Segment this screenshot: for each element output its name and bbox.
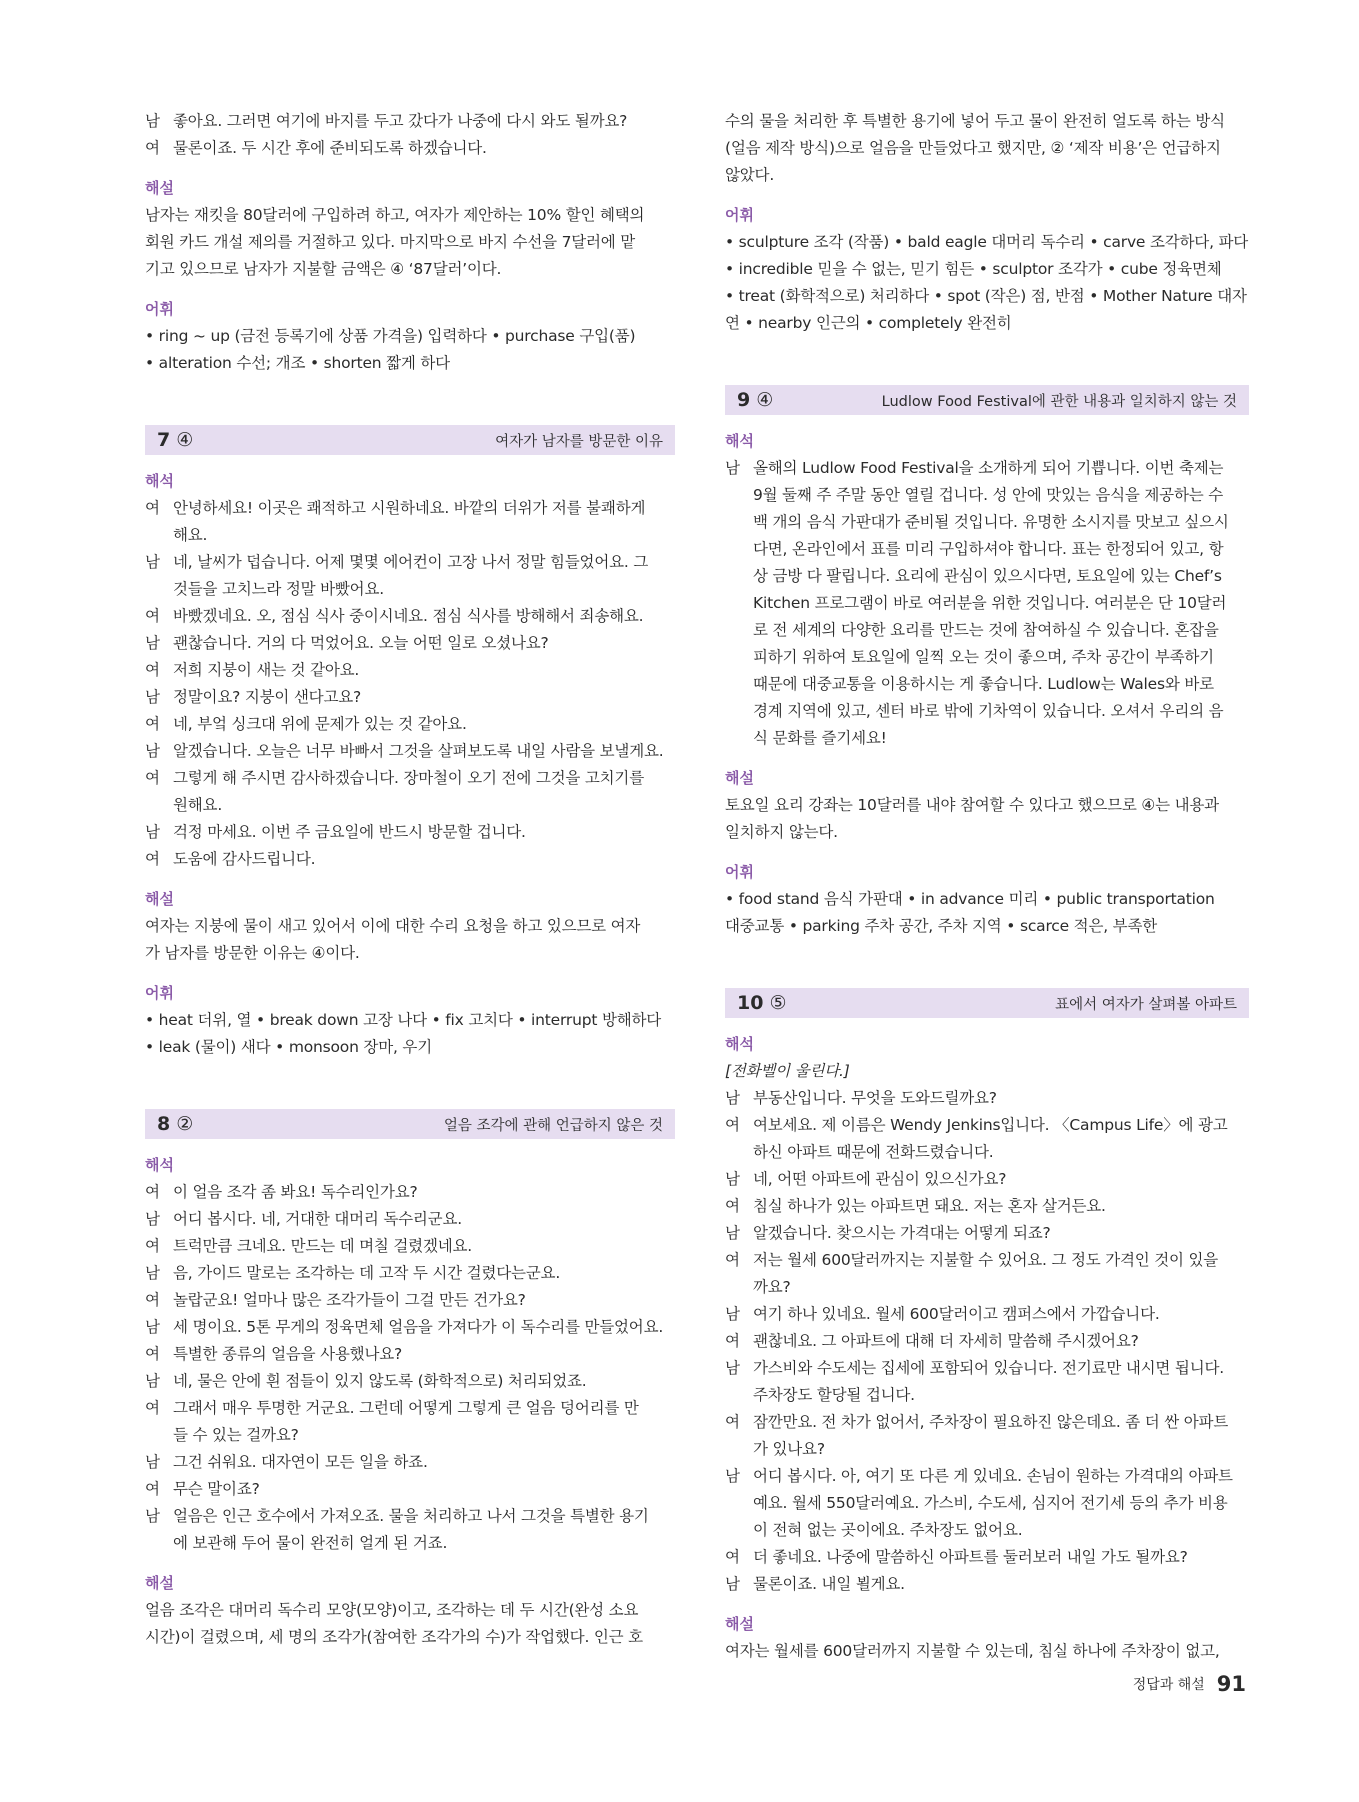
speaker-label: 여 <box>145 139 160 157</box>
utterance-line: 가 있나요? <box>753 1440 825 1458</box>
vocab-heading: 어휘 <box>145 300 174 318</box>
utterance-line: 까요? <box>753 1278 791 1296</box>
utterance-line: 네, 어떤 아파트에 관심이 있으신가요? <box>753 1170 1007 1188</box>
speaker-label: 여 <box>725 1548 740 1566</box>
utterance <box>173 657 675 684</box>
speaker-label: 여 <box>145 1183 160 1201</box>
explanation-9 <box>725 792 1249 846</box>
utterance <box>753 1193 1249 1220</box>
speaker-label: 남 <box>725 1224 740 1242</box>
utterance-line: Kitchen 프로그램이 바로 여러분을 위한 것입니다. 여러분은 단 10달러 <box>753 594 1227 612</box>
dialogue-turn <box>145 765 675 819</box>
explanation-10 <box>725 1638 1249 1665</box>
utterance-line: 알겠습니다. 찾으시는 가격대는 어떻게 되죠? <box>753 1224 1051 1242</box>
utterance-line: 놀랍군요! 얼마나 많은 조각가들이 그걸 만든 건가요? <box>173 1291 526 1309</box>
utterance-line: 도움에 감사드립니다. <box>173 850 316 868</box>
speaker-label: 남 <box>145 688 160 706</box>
dialogue-turn <box>725 1301 1249 1328</box>
text-line: 여자는 지붕에 물이 새고 있어서 이에 대한 수리 요청을 하고 있으므로 여자 <box>145 917 641 935</box>
utterance-line: 주차장도 할당될 겁니다. <box>753 1386 915 1404</box>
speaker-label: 여 <box>145 769 160 787</box>
utterance-line: 예요. 월세 550달러예요. 가스비, 수도세, 심지어 전기세 등의 추가 비용 <box>753 1494 1228 1512</box>
utterance-line: 저는 월세 600달러까지는 지불할 수 있어요. 그 정도 가격인 것이 있을 <box>753 1251 1219 1269</box>
text-line: • incredible 믿을 수 없는, 믿기 힘든 • sculptor 조각가 • cube 정육면체 <box>725 260 1222 278</box>
utterance-line: 침실 하나가 있는 아파트면 돼요. 저는 혼자 살거든요. <box>753 1197 1106 1215</box>
text-line: 시간)이 걸렸으며, 세 명의 조각가(참여한 조각가의 수)가 작업했다. 인근 호 <box>145 1628 643 1646</box>
text-line: 않았다. <box>725 166 775 184</box>
question-number: 10 ⑤ <box>737 992 787 1014</box>
dialogue-turn <box>145 1233 675 1260</box>
dialogue-turn <box>145 1179 675 1206</box>
dialogue-turn <box>145 819 675 846</box>
utterance-line: 에 보관해 두어 물이 완전히 얼게 된 거죠. <box>173 1534 448 1552</box>
utterance <box>173 108 675 135</box>
translation-heading: 해석 <box>145 1156 174 1174</box>
speaker-label: 여 <box>725 1116 740 1134</box>
utterance-line: 괜찮습니다. 거의 다 먹었어요. 오늘 어떤 일로 오셨나요? <box>173 634 549 652</box>
utterance <box>173 684 675 711</box>
text-line: (얼음 제작 방식)으로 얼음을 만들었다고 했지만, ② ‘제작 비용’은 언급하지 <box>725 139 1221 157</box>
dialogue-turn <box>725 1328 1249 1355</box>
utterance <box>753 1220 1249 1247</box>
speaker-label: 남 <box>145 553 160 571</box>
speaker-label: 여 <box>725 1197 740 1215</box>
dialogue-turn <box>725 1355 1249 1409</box>
text-line: • food stand 음식 가판대 • in advance 미리 • public transportation <box>725 890 1215 908</box>
dialogue-turn <box>145 1287 675 1314</box>
text-line: 토요일 요리 강좌는 10달러를 내야 참여할 수 있다고 했으므로 ④는 내용과 <box>725 796 1219 814</box>
explanation-heading: 해설 <box>725 769 754 787</box>
utterance-line: 다면, 온라인에서 표를 미리 구입하셔야 합니다. 표는 한정되어 있고, 항 <box>753 540 1224 558</box>
dialogue-turn <box>145 684 675 711</box>
speaker-label: 남 <box>725 1467 740 1485</box>
utterance-line: 괜찮네요. 그 아파트에 대해 더 자세히 말씀해 주시겠어요? <box>753 1332 1139 1350</box>
utterance-line: 좋아요. 그러면 여기에 바지를 두고 갔다가 나중에 다시 와도 될까요? <box>173 112 628 130</box>
utterance-line: 음, 가이드 말로는 조각하는 데 고작 두 시간 걸렸다는군요. <box>173 1264 561 1282</box>
text-line: • alteration 수선; 개조 • shorten 짧게 하다 <box>145 354 450 372</box>
speaker-label: 여 <box>145 1237 160 1255</box>
vocab-6 <box>145 323 675 377</box>
question-number: 9 ④ <box>737 389 774 411</box>
speaker-label: 여 <box>145 607 160 625</box>
dialogue-turn <box>725 1409 1249 1463</box>
speaker-label: 남 <box>725 1089 740 1107</box>
utterance <box>173 1395 675 1449</box>
explanation-7 <box>145 913 675 967</box>
utterance-line: 것들을 고치느라 정말 바빴어요. <box>173 580 384 598</box>
utterance-line: 네, 날씨가 덥습니다. 어제 몇몇 에어컨이 고장 나서 정말 힘들었어요. 그 <box>173 553 649 571</box>
utterance <box>173 1314 675 1341</box>
utterance <box>173 1341 675 1368</box>
intro-dialogue <box>145 108 675 162</box>
dialogue-turn <box>145 657 675 684</box>
speaker-label: 남 <box>725 1305 740 1323</box>
dialogue-turn <box>145 1395 675 1449</box>
left-column <box>145 108 675 1651</box>
question-number: 8 ② <box>157 1113 194 1135</box>
utterance-line: 피하기 위하여 토요일에 일찍 오는 것이 좋으며, 주차 공간이 부족하기 <box>753 648 1214 666</box>
utterance-line: 어디 봅시다. 아, 여기 또 다른 게 있네요. 손님이 원하는 가격대의 아파트 <box>753 1467 1233 1485</box>
dialogue-turn <box>145 495 675 549</box>
utterance-line: 원해요. <box>173 796 223 814</box>
utterance <box>173 135 675 162</box>
speaker-label: 여 <box>725 1332 740 1350</box>
speaker-label: 남 <box>145 634 160 652</box>
utterance-line: 그건 쉬워요. 대자연이 모든 일을 하죠. <box>173 1453 428 1471</box>
utterance-line: 부동산입니다. 무엇을 도와드릴까요? <box>753 1089 997 1107</box>
explanation-6 <box>145 202 675 283</box>
utterance-line: 올해의 Ludlow Food Festival을 소개하게 되어 기쁩니다. 이번 축제는 <box>753 459 1224 477</box>
text-line: 얼음 조각은 대머리 독수리 모양(모양)이고, 조각하는 데 두 시간(완성 소요 <box>145 1601 639 1619</box>
explanation-heading: 해설 <box>725 1615 754 1633</box>
utterance-line: 가스비와 수도세는 집세에 포함되어 있습니다. 전기료만 내시면 됩니다. <box>753 1359 1224 1377</box>
vocab-8 <box>725 229 1249 337</box>
question-topic: 여자가 남자를 방문한 이유 <box>495 433 663 450</box>
utterance-line: 때문에 대중교통을 이용하시는 게 좋습니다. Ludlow는 Wales와 바로 <box>753 675 1214 693</box>
vocab-heading: 어휘 <box>725 206 754 224</box>
text-line: 여자는 월세를 600달러까지 지불할 수 있는데, 침실 하나에 주차장이 없고, <box>725 1642 1220 1660</box>
text-line: • treat (화학적으로) 처리하다 • spot (작은) 점, 반점 • Mother Nature 대자 <box>725 287 1247 305</box>
dialogue-turn <box>145 1476 675 1503</box>
answer-mark: ④ <box>756 389 774 411</box>
question-number: 7 ④ <box>157 429 194 451</box>
speaker-label: 남 <box>145 1264 160 1282</box>
dialogue-turn <box>145 1368 675 1395</box>
dialogue-turn <box>725 1220 1249 1247</box>
page-footer <box>1133 1672 1246 1696</box>
question-topic: 얼음 조각에 관해 언급하지 않은 것 <box>443 1117 663 1134</box>
utterance <box>753 1355 1249 1409</box>
dialogue-turn <box>145 603 675 630</box>
utterance <box>753 1409 1249 1463</box>
text-line: 연 • nearby 인근의 • completely 완전히 <box>725 314 1012 332</box>
utterance-line: 걱정 마세요. 이번 주 금요일에 반드시 방문할 겁니다. <box>173 823 526 841</box>
utterance <box>173 819 675 846</box>
dialogue-turn <box>725 1166 1249 1193</box>
utterance-line: 식 문화를 즐기세요! <box>753 729 887 747</box>
speaker-label: 남 <box>725 1575 740 1593</box>
speaker-label: 남 <box>725 1359 740 1377</box>
vocab-7 <box>145 1007 675 1061</box>
utterance-line: 네, 부엌 싱크대 위에 문제가 있는 것 같아요. <box>173 715 467 733</box>
utterance-line: 백 개의 음식 가판대가 준비될 것입니다. 유명한 소시지를 맛보고 싶으시 <box>753 513 1229 531</box>
dialogue-turn <box>725 1085 1249 1112</box>
utterance-line: 특별한 종류의 얼음을 사용했나요? <box>173 1345 403 1363</box>
speaker-label: 여 <box>145 1480 160 1498</box>
question-topic: 표에서 여자가 살펴볼 아파트 <box>1055 996 1237 1013</box>
utterance <box>753 1085 1249 1112</box>
text-line: 기고 있으므로 남자가 지불할 금액은 ④ ‘87달러’이다. <box>145 260 502 278</box>
utterance-line: 그렇게 해 주시면 감사하겠습니다. 장마철이 오기 전에 그것을 고치기를 <box>173 769 644 787</box>
speaker-label: 여 <box>145 661 160 679</box>
utterance-line: 세 명이요. 5톤 무게의 정육면체 얼음을 가져다가 이 독수리를 만들었어요. <box>173 1318 664 1336</box>
utterance <box>173 711 675 738</box>
dialogue-turn <box>145 135 675 162</box>
utterance-line: 트럭만큼 크네요. 만드는 데 며칠 걸렸겠네요. <box>173 1237 473 1255</box>
answer-mark: ④ <box>176 429 194 451</box>
vocab-heading: 어휘 <box>145 984 174 1002</box>
utterance <box>173 549 675 603</box>
dialogue-turn <box>145 108 675 135</box>
text-line: 수의 물을 처리한 후 특별한 용기에 넣어 두고 물이 완전히 얼도록 하는 방식 <box>725 112 1225 130</box>
speaker-label: 여 <box>725 1413 740 1431</box>
dialogue-turn <box>145 630 675 657</box>
utterance <box>753 1463 1249 1544</box>
dialogue-turn <box>145 1341 675 1368</box>
dialogue-turn <box>725 1544 1249 1571</box>
utterance-line: 여보세요. 제 이름은 Wendy Jenkins입니다. 〈Campus Life〉에 광고 <box>753 1116 1228 1134</box>
answer-mark: ② <box>176 1113 194 1135</box>
right-column <box>725 108 1249 1665</box>
utterance-line: 물론이죠. 두 시간 후에 준비되도록 하겠습니다. <box>173 139 487 157</box>
utterance-line: 9월 둘째 주 주말 동안 열릴 겁니다. 성 안에 맛있는 음식을 제공하는 수 <box>753 486 1223 504</box>
speaker-label: 여 <box>145 850 160 868</box>
utterance <box>753 1544 1249 1571</box>
utterance <box>173 1179 675 1206</box>
translation-heading: 해석 <box>145 472 174 490</box>
utterance-line: 여기 하나 있네요. 월세 600달러이고 캠퍼스에서 가깝습니다. <box>753 1305 1160 1323</box>
translation-heading: 해석 <box>725 432 754 450</box>
utterance-line: 네, 물은 안에 흰 점들이 있지 않도록 (화학적으로) 처리되었죠. <box>173 1372 587 1390</box>
dialogue-7 <box>145 495 675 873</box>
speaker-label: 남 <box>145 1453 160 1471</box>
question-10-bar <box>725 988 1249 1018</box>
utterance-line: 그래서 매우 투명한 거군요. 그런데 어떻게 그렇게 큰 얼음 덩어리를 만 <box>173 1399 639 1417</box>
explanation-heading: 해설 <box>145 1574 174 1592</box>
utterance <box>753 1112 1249 1166</box>
utterance-line: 경계 지역에 있고, 센터 바로 밖에 기차역이 있습니다. 오셔서 우리의 음 <box>753 702 1224 720</box>
utterance <box>753 1301 1249 1328</box>
dialogue-turn <box>145 738 675 765</box>
utterance-line: 들 수 있는 걸까요? <box>173 1426 299 1444</box>
dialogue-turn <box>145 1260 675 1287</box>
utterance-line: 이 전혀 없는 곳이에요. 주차장도 없어요. <box>753 1521 1023 1539</box>
speaker-label: 여 <box>145 1345 160 1363</box>
utterance-line: 하신 아파트 때문에 전화드렸습니다. <box>753 1143 994 1161</box>
text-line: • leak (물이) 새다 • monsoon 장마, 우기 <box>145 1038 432 1056</box>
footer-label: 정답과 해설 <box>1132 1677 1205 1693</box>
utterance <box>173 1449 675 1476</box>
dialogue-turn <box>725 455 1249 752</box>
explanation-8-continued <box>725 108 1249 189</box>
utterance <box>173 630 675 657</box>
speaker-label: 남 <box>725 1170 740 1188</box>
dialogue-turn <box>145 1206 675 1233</box>
speaker-label: 남 <box>145 1318 160 1336</box>
utterance-line: 로 전 세계의 다양한 요리를 만드는 것에 참여하실 수 있습니다. 혼잡을 <box>753 621 1219 639</box>
question-8-bar <box>145 1109 675 1139</box>
utterance-line: 저희 지붕이 새는 것 같아요. <box>173 661 360 679</box>
speaker-label: 여 <box>725 1251 740 1269</box>
speaker-label: 여 <box>145 499 160 517</box>
utterance <box>173 1260 675 1287</box>
dialogue-turn <box>725 1247 1249 1301</box>
speaker-label: 남 <box>145 1210 160 1228</box>
page-number: 91 <box>1216 1672 1246 1696</box>
explanation-heading: 해설 <box>145 890 174 908</box>
utterance-line: 얼음은 인근 호수에서 가져오죠. 물을 처리하고 나서 그것을 특별한 용기 <box>173 1507 649 1525</box>
text-line: • sculpture 조각 (작품) • bald eagle 대머리 독수리 • carve 조각하다, 파다 <box>725 233 1249 251</box>
dialogue-turn <box>725 1463 1249 1544</box>
text-line: • heat 더위, 열 • break down 고장 나다 • fix 고치다 • interrupt 방해하다 <box>145 1011 662 1029</box>
utterance-line: 물론이죠. 내일 뵐게요. <box>753 1575 905 1593</box>
dialogue-turn <box>145 1314 675 1341</box>
utterance-line: 상 금방 다 팔립니다. 요리에 관심이 있으시다면, 토요일에 있는 Chef’s <box>753 567 1222 585</box>
text-line: 남자는 재킷을 80달러에 구입하려 하고, 여자가 제안하는 10% 할인 혜택의 <box>145 206 645 224</box>
utterance <box>173 1503 675 1557</box>
text-line: 가 남자를 방문한 이유는 ④이다. <box>145 944 360 962</box>
speaker-label: 남 <box>725 459 740 477</box>
utterance-line: 알겠습니다. 오늘은 너무 바빠서 그것을 살펴보도록 내일 사람을 보낼게요. <box>173 742 664 760</box>
utterance-line: 어디 봅시다. 네, 거대한 대머리 독수리군요. <box>173 1210 462 1228</box>
dialogue-turn <box>725 1112 1249 1166</box>
dialogue-8 <box>145 1179 675 1557</box>
utterance-line: 잠깐만요. 전 차가 없어서, 주차장이 필요하진 않은데요. 좀 더 싼 아파트 <box>753 1413 1229 1431</box>
dialogue-turn <box>145 1449 675 1476</box>
utterance-line: 바빴겠네요. 오, 점심 식사 중이시네요. 점심 식사를 방해해서 죄송해요. <box>173 607 644 625</box>
speaker-label: 남 <box>145 1372 160 1390</box>
utterance <box>753 1166 1249 1193</box>
explanation-heading: 해설 <box>145 179 174 197</box>
speaker-label: 여 <box>145 1291 160 1309</box>
question-9-bar <box>725 385 1249 415</box>
text-line: 대중교통 • parking 주차 공간, 주차 지역 • scarce 적은, 부족한 <box>725 917 1157 935</box>
dialogue-turn <box>145 1503 675 1557</box>
utterance <box>173 846 675 873</box>
answer-mark: ⑤ <box>769 992 787 1014</box>
dialogue-turn <box>145 711 675 738</box>
utterance <box>173 1233 675 1260</box>
speaker-label: 남 <box>145 112 160 130</box>
utterance <box>753 1247 1249 1301</box>
speaker-label: 여 <box>145 1399 160 1417</box>
utterance <box>173 1368 675 1395</box>
utterance <box>173 1476 675 1503</box>
utterance <box>173 1206 675 1233</box>
dialogue-turn <box>725 1571 1249 1598</box>
question-7-bar <box>145 425 675 455</box>
speaker-label: 남 <box>145 823 160 841</box>
dialogue-turn <box>145 549 675 603</box>
text-line: 일치하지 않는다. <box>725 823 838 841</box>
text-line: • ring ~ up (금전 등록기에 상품 가격을) 입력하다 • purchase 구입(품) <box>145 327 636 345</box>
text-line: 회원 카드 개설 제의를 거절하고 있다. 마지막으로 바지 수선을 7달러에 맡 <box>145 233 636 251</box>
utterance <box>753 455 1249 752</box>
utterance-line: 정말이요? 지붕이 샌다고요? <box>173 688 362 706</box>
utterance-line: 무슨 말이죠? <box>173 1480 260 1498</box>
utterance <box>173 765 675 819</box>
utterance <box>753 1571 1249 1598</box>
vocab-heading: 어휘 <box>725 863 754 881</box>
explanation-8 <box>145 1597 675 1651</box>
dialogue-9 <box>725 455 1249 752</box>
speaker-label: 여 <box>145 715 160 733</box>
utterance <box>173 1287 675 1314</box>
stage-direction: [전화벨이 울린다.] <box>725 1062 850 1080</box>
speaker-label: 남 <box>145 742 160 760</box>
utterance-line: 이 얼음 조각 좀 봐요! 독수리인가요? <box>173 1183 418 1201</box>
dialogue-10 <box>725 1085 1249 1598</box>
utterance-line: 해요. <box>173 526 208 544</box>
dialogue-turn <box>725 1193 1249 1220</box>
dialogue-turn <box>145 846 675 873</box>
utterance <box>173 495 675 549</box>
utterance <box>173 603 675 630</box>
translation-heading: 해석 <box>725 1035 754 1053</box>
question-topic: Ludlow Food Festival에 관한 내용과 일치하지 않는 것 <box>881 393 1237 410</box>
speaker-label: 남 <box>145 1507 160 1525</box>
utterance <box>173 738 675 765</box>
utterance-line: 안녕하세요! 이곳은 쾌적하고 시원하네요. 바깥의 더위가 저를 불쾌하게 <box>173 499 646 517</box>
utterance <box>753 1328 1249 1355</box>
vocab-9 <box>725 886 1249 940</box>
utterance-line: 더 좋네요. 나중에 말씀하신 아파트를 둘러보러 내일 가도 될까요? <box>753 1548 1188 1566</box>
